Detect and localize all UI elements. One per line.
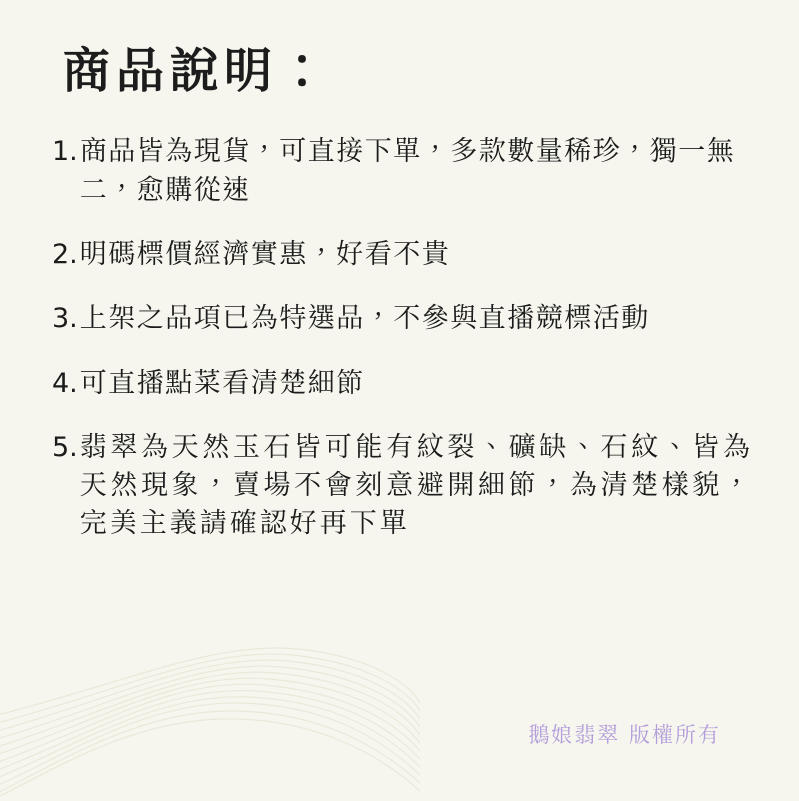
decorative-wave-lines bbox=[0, 561, 420, 801]
list-item-text: 明碼標價經濟實惠，好看不貴 bbox=[79, 238, 451, 270]
list-item-number: 1. bbox=[52, 136, 78, 168]
list-item-number: 4. bbox=[52, 367, 78, 399]
copyright-footer: 鵝娘翡翠 版權所有 bbox=[528, 723, 721, 747]
list-item-text: 上架之品項已為特選品，不參與直播競標活動 bbox=[79, 303, 650, 335]
list-item bbox=[52, 133, 753, 210]
list-item-number: 3. bbox=[52, 303, 78, 335]
list-item-text: 商品皆為現貨，可直接下單，多款數量稀珍，獨一無二，愈購從速 bbox=[79, 136, 736, 206]
list-item bbox=[52, 365, 753, 403]
page-title: 商品說明： bbox=[62, 43, 333, 99]
list-item bbox=[52, 236, 753, 274]
list-item-text: 翡翠為天然玉石皆可能有紋裂、礦缺、石紋、皆為天然現象，賣場不會刻意避開細節，為清楚樣貌，完美主義請確認好再下單 bbox=[79, 431, 753, 540]
list-item bbox=[52, 429, 753, 544]
list-item-number: 2. bbox=[52, 238, 78, 270]
description-list bbox=[52, 133, 753, 544]
list-item bbox=[52, 300, 753, 338]
list-item-text: 可直播點菜看清楚細節 bbox=[79, 367, 365, 399]
list-item-number: 5. bbox=[52, 431, 78, 463]
